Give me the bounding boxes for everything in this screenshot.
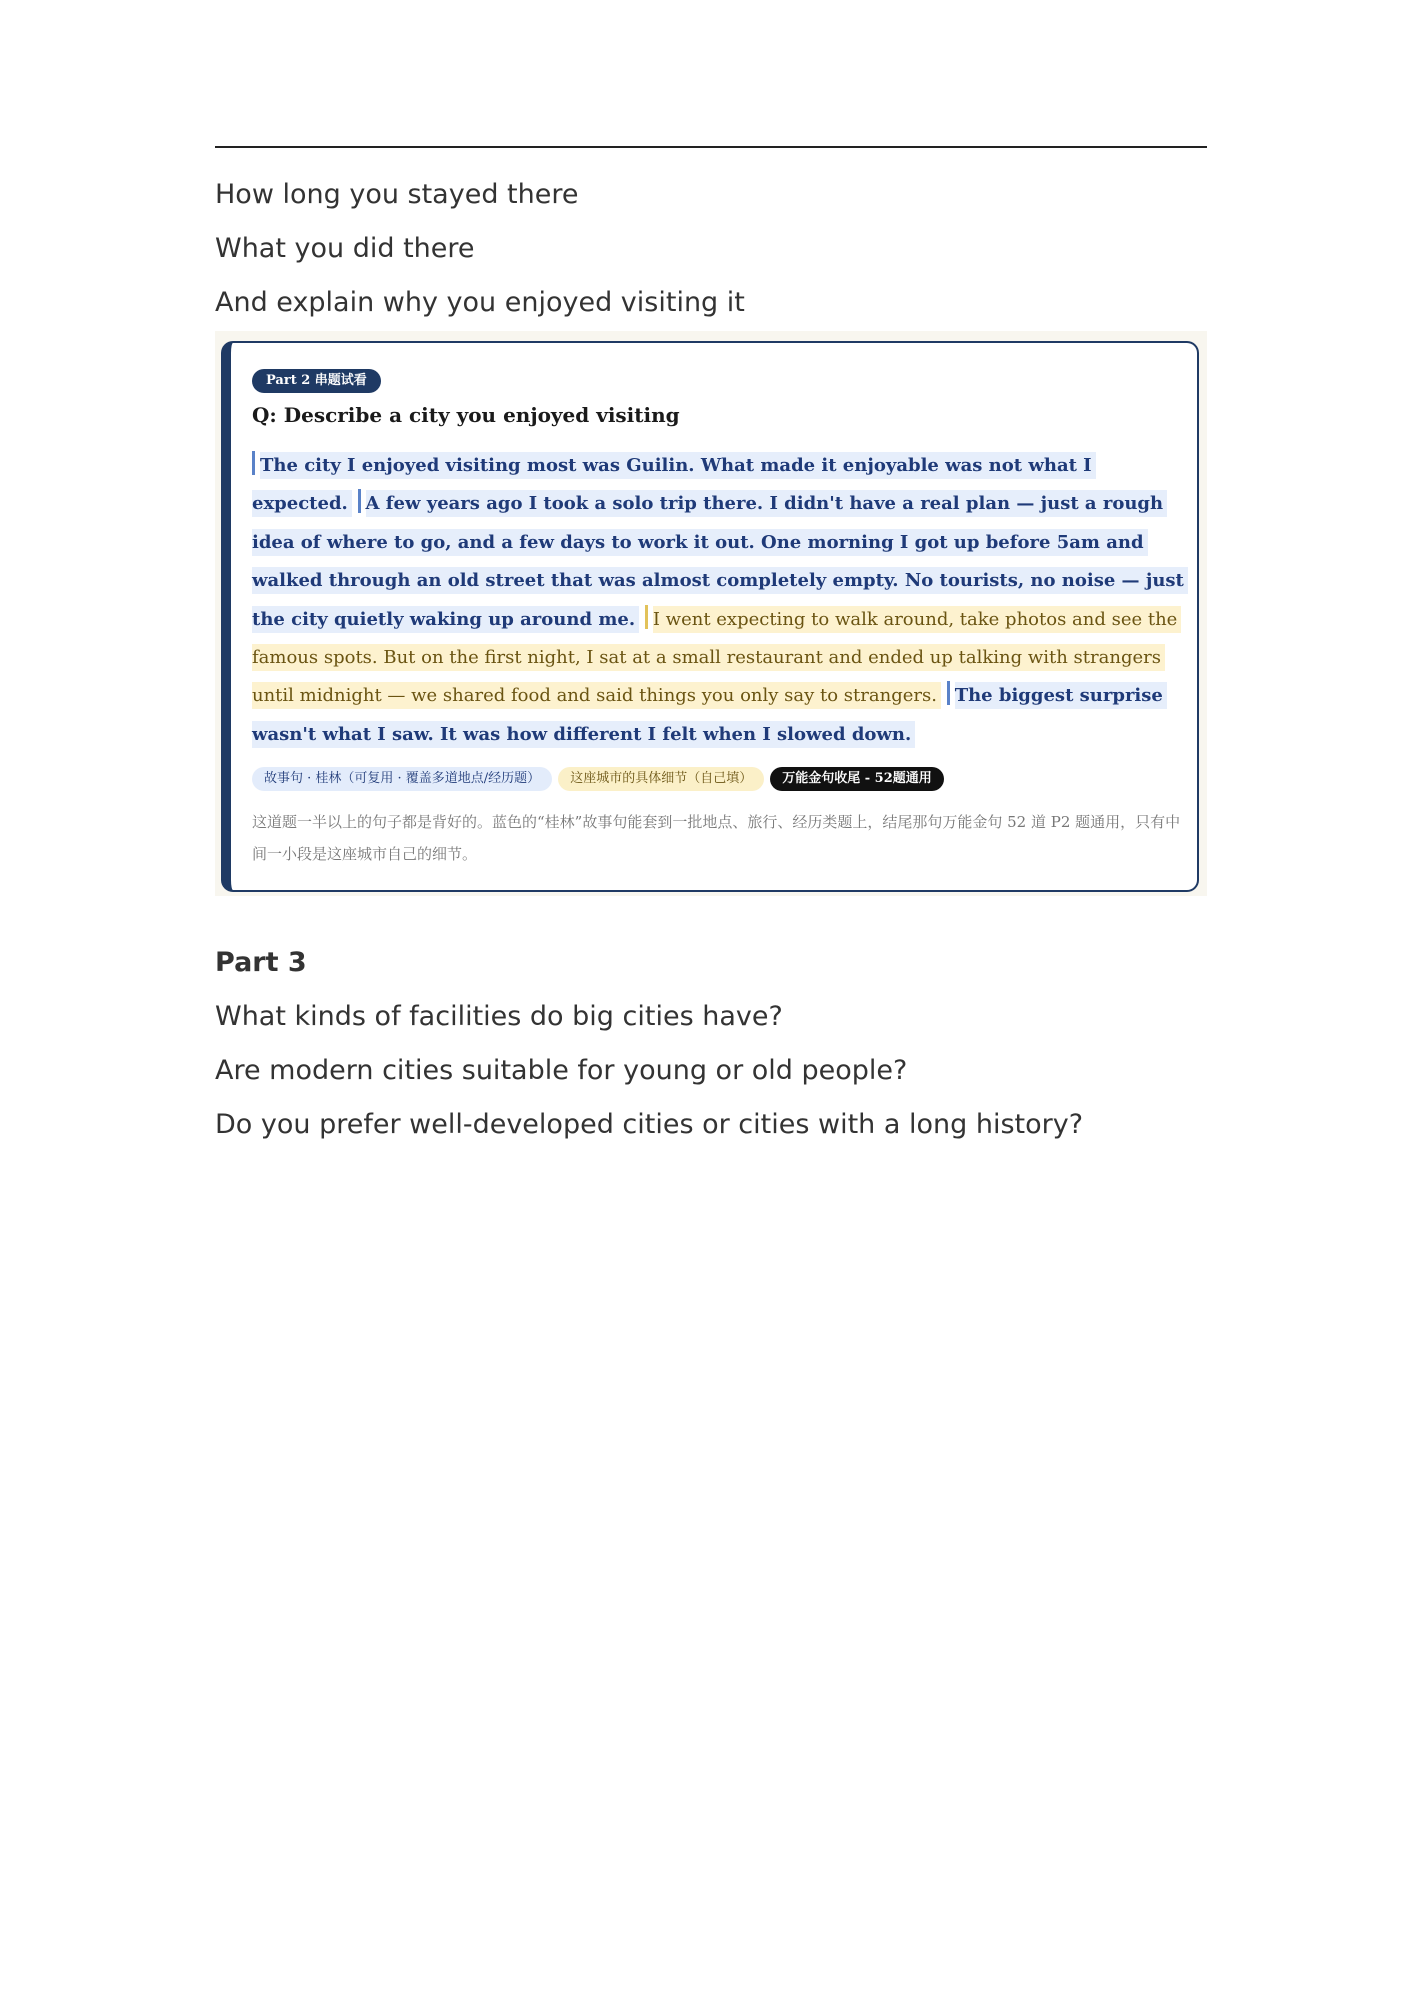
prompt-line: How long you stayed there <box>215 179 579 210</box>
card-question: Q: Describe a city you enjoyed visiting <box>252 403 680 427</box>
reusable-story-sentence: A few years ago I took a solo trip there. I didn't have a real plan — just a rough idea of where to go, and a few days to work it out. One morning I got up before 5am and walked through an old street that was almost completely empty. No tourists, no noise — just the city quietly waking up around me. <box>252 490 1188 632</box>
blue-marker <box>358 489 361 513</box>
horizontal-rule <box>215 146 1207 148</box>
prompt-line: And explain why you enjoyed visiting it <box>215 287 745 318</box>
answer-passage <box>252 447 1187 754</box>
sample-answer-image <box>215 331 1207 896</box>
closing-sentence: The biggest surprise wasn't what I saw. It was how different I felt when I slowed down. <box>252 682 1167 747</box>
part2-badge: Part 2 串题试看 <box>252 369 381 393</box>
part3-question: What kinds of facilities do big cities have? <box>215 1001 783 1032</box>
city-specific-detail: I went expecting to walk around, take photos and see the famous spots. But on the first night, I sat at a small restaurant and ended up talking with strangers until midnight — we shared food and said things you only say to strangers. <box>252 606 1181 710</box>
part3-question: Do you prefer well-developed cities or cities with a long history? <box>215 1109 1084 1140</box>
legend-tags <box>252 767 950 791</box>
reusable-story-sentence: The city I enjoyed visiting most was Guilin. What made it enjoyable was not what I expected. <box>252 452 1096 517</box>
sample-answer-card <box>221 341 1199 892</box>
card-note: 这道题一半以上的句子都是背好的。蓝色的“桂林”故事句能套到一批地点、旅行、经历类题上，结尾那句万能金句 52 道 P2 题通用，只有中间一小段是这座城市自己的细节。 <box>252 813 1181 863</box>
part3-section <box>215 936 1207 1152</box>
legend-tag-story: 故事句 · 桂林（可复用 · 覆盖多道地点/经历题） <box>252 767 552 791</box>
part3-heading: Part 3 <box>215 947 307 978</box>
part3-question: Are modern cities suitable for young or old people? <box>215 1055 908 1086</box>
legend-tag-detail: 这座城市的具体细节（自己填） <box>558 767 764 791</box>
part2-prompt-list <box>215 168 1207 330</box>
blue-marker <box>947 681 950 705</box>
prompt-line: What you did there <box>215 233 475 264</box>
blue-marker <box>252 451 255 475</box>
legend-tag-closing: 万能金句收尾 - 52题通用 <box>770 767 944 791</box>
yellow-marker <box>645 605 648 629</box>
